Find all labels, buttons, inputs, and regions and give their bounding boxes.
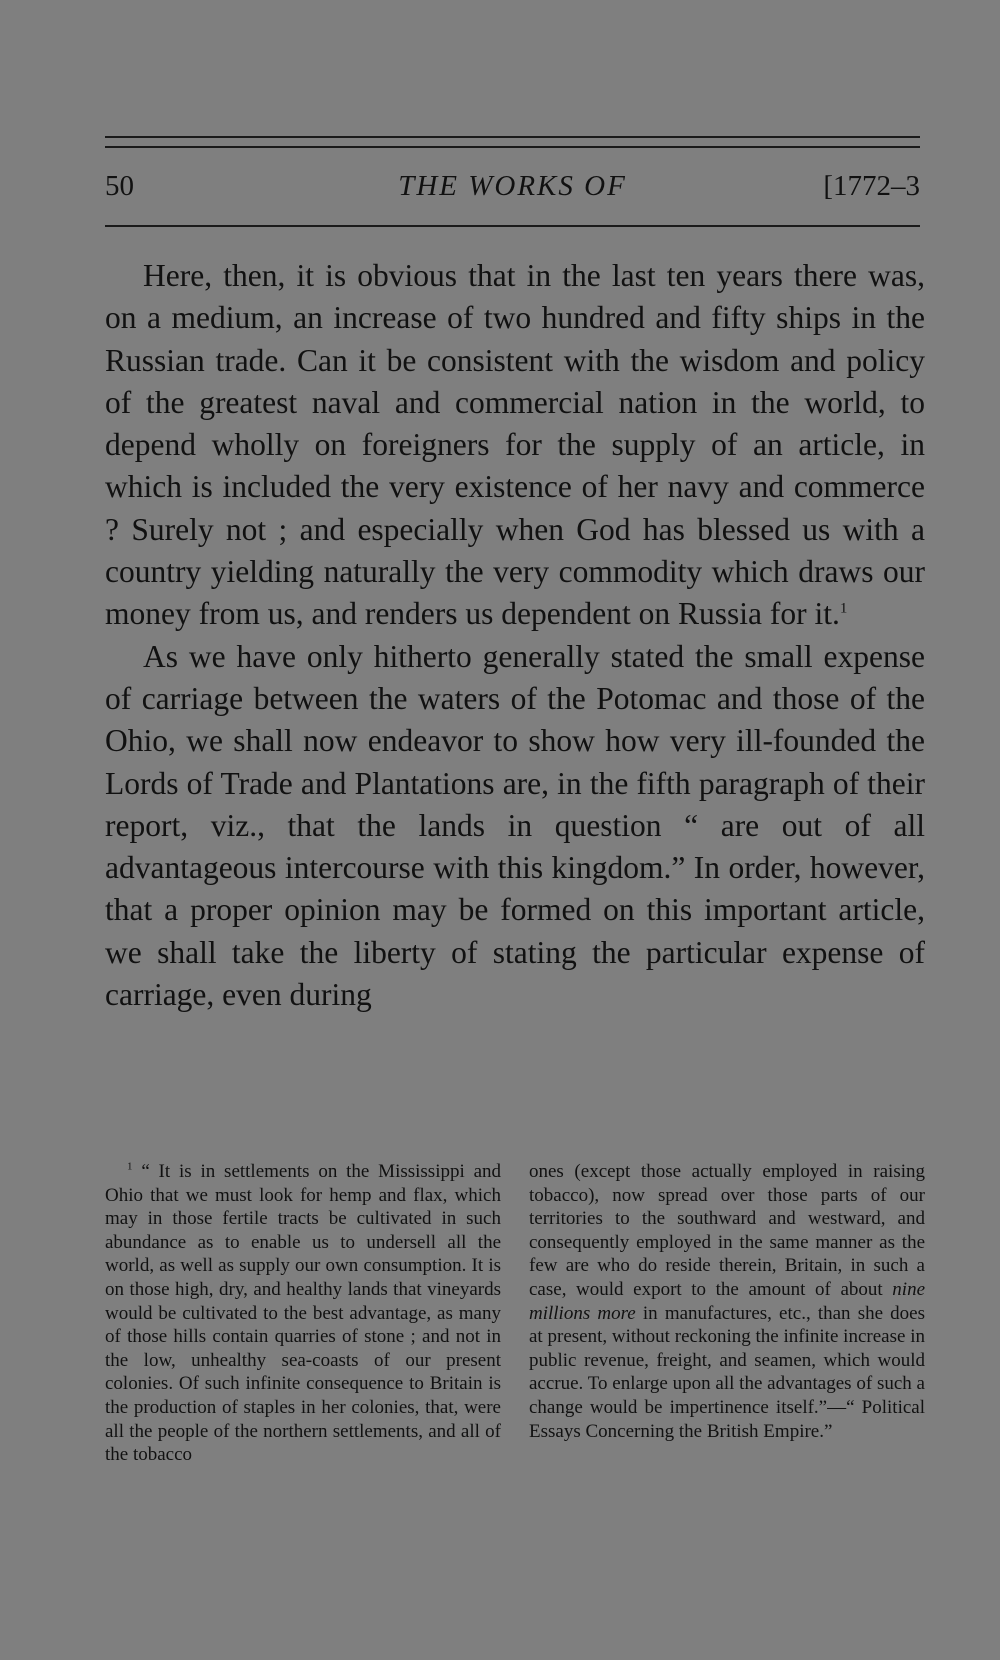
paragraph <box>105 255 925 636</box>
paragraph-text: Here, then, it is obvious that in the last ten years there was, on a medium, an increase of two hundred and fifty ships in the Russian trade. Can it be consistent with the wisdom and policy of the greatest naval and commercial nation in the world, to depend wholly on foreigners for the supply of an article, in which is included the very existence of her navy and commerce ? Surely not ; and especially when God has blessed us with a country yielding naturally the very commodity which draws our money from us, and renders us dependent on Russia for it. <box>105 258 925 632</box>
footnote-text: ones (except those actually employed in raising tobacco), now spread over those parts of our territories to the southward and westward, and consequently employed in the same manner as the few are who do reside therein, Britain, in such a case, would export to the amount of about <box>529 1161 925 1300</box>
footnote-column-left <box>105 1160 501 1467</box>
top-rule <box>105 136 920 138</box>
footnote <box>105 1160 925 1467</box>
footnote-reference: 1 <box>839 600 848 617</box>
footnote-text: in manufactures, etc., than she does at present, without reckoning the infinite increase in public revenue, freight, and seamen, which would accrue. To enlarge upon all the advantages of such a change would be impertinence itself.”—“ Political Essays Concerning the British Empire.” <box>529 1302 926 1442</box>
main-text <box>105 255 925 1016</box>
footnote-emphasis: nine millions more <box>529 1278 926 1324</box>
page-number: 50 <box>105 170 134 202</box>
footnote-column-right <box>529 1160 925 1467</box>
footnote-mark: 1 <box>127 1160 133 1173</box>
running-header <box>105 170 920 214</box>
header-rule <box>105 225 920 227</box>
header-year: [1772–3 <box>823 170 920 202</box>
paragraph: As we have only hitherto generally stated the small expense of carriage between the waters of the Potomac and those of the Ohio, we shall now endeavor to show how very ill-founded the Lords of Trade and Plantations are, in the fifth paragraph of their report, viz., that the lands in question “ are out of all advantageous intercourse with this kingdom.” In order, however, that a proper opinion may be formed on this important article, we shall take the liberty of stating the particular expense of carriage, even during <box>105 638 925 1013</box>
running-title: THE WORKS OF <box>398 170 627 202</box>
footnote-text: “ It is in settlements on the Mississippi and Ohio that we must look for hemp and flax, which may in those fertile tracts be cultivated in such abundance as to enable us to undersell all the world, as well as supply our own consumption. It is on those high, dry, and healthy lands that vineyards would be cultivated to the best advantage, as many of those hills contain quarries of stone ; and not in the low, unhealthy sea-coasts of our present colonies. Of such infinite consequence to Britain is the production of staples in her colonies, that, were all the people of the northern settlements, and all of the tobacco <box>105 1161 502 1466</box>
top-rule-second <box>105 146 920 148</box>
